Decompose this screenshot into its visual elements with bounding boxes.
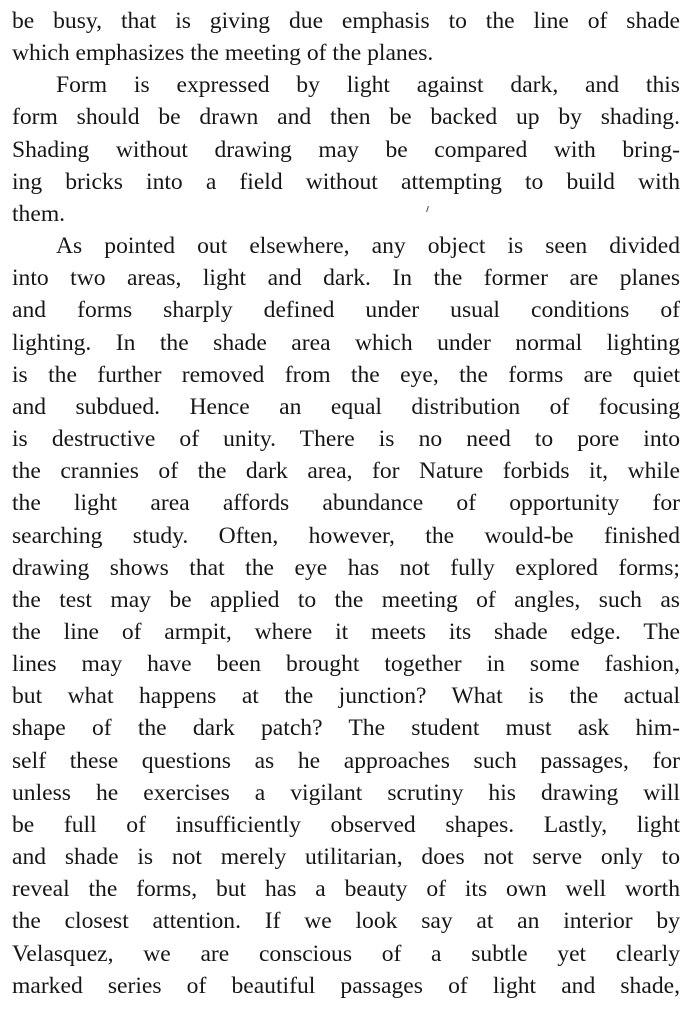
text-line: Form is expressed by light against dark, and this [56, 72, 680, 99]
text-line: but what happens at the junction? What is the actual [12, 683, 680, 710]
text-line: is the further removed from the eye, the forms are quiet [12, 361, 680, 388]
text-line: self these questions as he approaches such passages, for [12, 747, 680, 774]
text-line: lines may have been brought together in some fashion, [12, 651, 680, 678]
text-line: lighting. In the shade area which under normal lighting [12, 329, 680, 356]
text-line: unless he exercises a vigilant scrutiny his drawing will [12, 779, 680, 806]
text-line: the line of armpit, where it meets its shade edge. The [12, 618, 680, 645]
text-line: As pointed out elsewhere, any object is seen divided [56, 233, 680, 260]
text-line: is destructive of unity. There is no need to pore into [12, 426, 680, 453]
body-text [12, 5, 680, 1002]
text-line: them. [12, 200, 66, 227]
text-line: form should be drawn and then be backed up by shading. [12, 104, 680, 131]
paragraph [12, 5, 680, 69]
text-line: Velasquez, we are conscious of a subtle yet clearly [12, 940, 680, 967]
text-line: which emphasizes the meeting of the planes. [12, 40, 434, 67]
text-line: reveal the forms, but has a beauty of its own well worth [12, 876, 680, 903]
text-line: searching study. Often, however, the would-be finished [12, 522, 680, 549]
text-line: be busy, that is giving due emphasis to the line of shade [12, 8, 680, 34]
text-line: ing bricks into a field without attempting to build with [12, 168, 680, 195]
text-line: drawing shows that the eye has not fully explored forms; [12, 554, 680, 581]
text-line: the closest attention. If we look say at an interior by [12, 908, 680, 935]
text-line: and forms sharply defined under usual conditions of [12, 297, 680, 324]
paragraph [12, 69, 680, 230]
text-line: into two areas, light and dark. In the former are planes [12, 265, 680, 292]
text-line: shape of the dark patch? The student must ask him- [12, 715, 680, 742]
text-line: Shading without drawing may be compared with bring- [12, 136, 680, 163]
text-line: be full of insufficiently observed shapes. Lastly, light [12, 811, 680, 838]
text-line: and subdued. Hence an equal distribution of focusing [12, 393, 680, 420]
text-line: and shade is not merely utilitarian, does not serve only to [12, 844, 680, 871]
text-line: the test may be applied to the meeting of angles, such as [12, 586, 680, 613]
text-line: the light area affords abundance of opportunity for [12, 490, 680, 517]
paragraph [12, 230, 680, 1002]
text-line: marked series of beautiful passages of light and shade, [12, 972, 680, 999]
text-line: the crannies of the dark area, for Nature forbids it, while [12, 458, 680, 485]
